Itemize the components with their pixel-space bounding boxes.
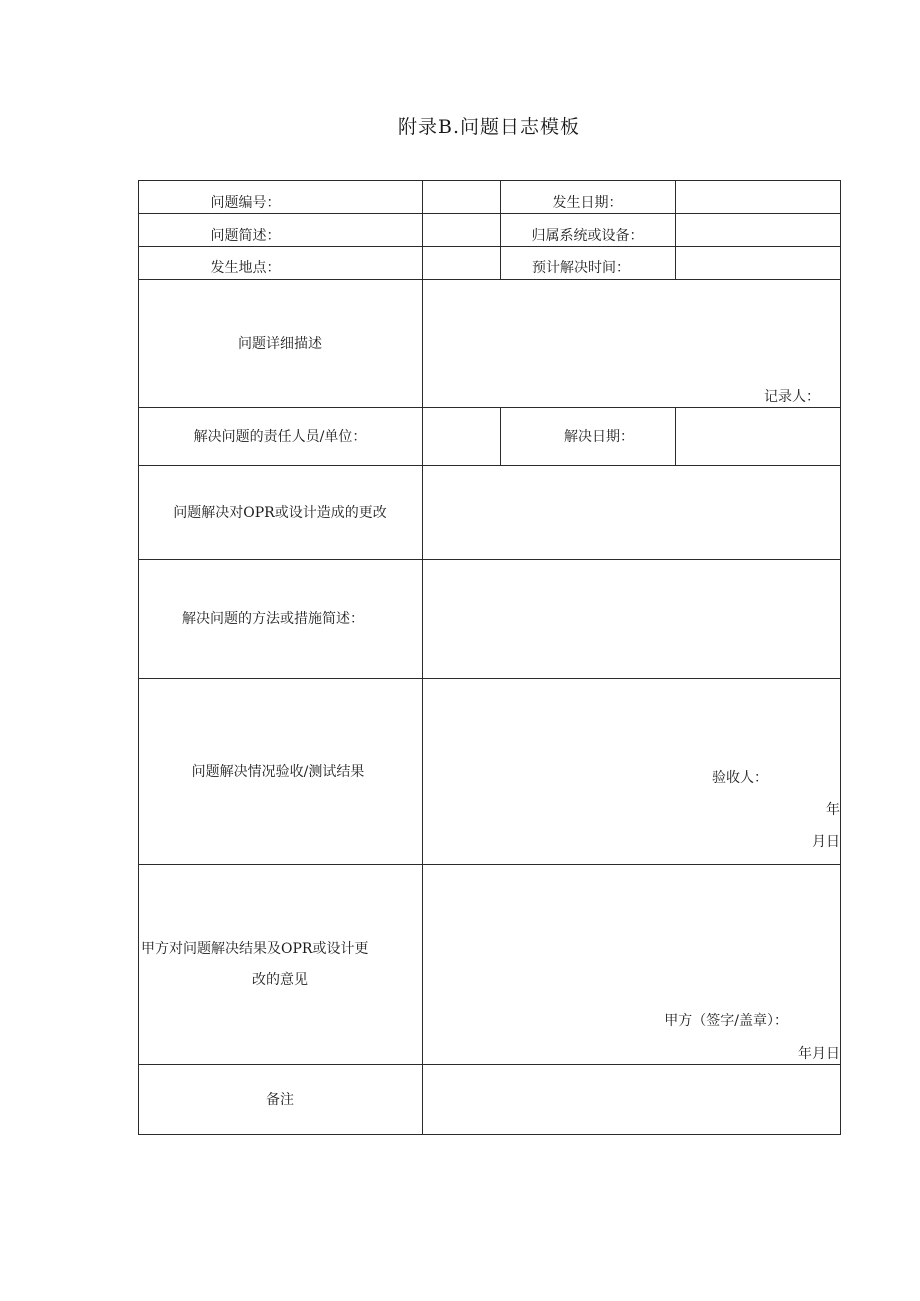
detailed-description-label: 问题详细描述	[238, 336, 322, 352]
expected-resolution-time-label: 预计解决时间：	[532, 260, 630, 276]
client-opinion-label-line1: 甲方对问题解决结果及OPR或设计更	[141, 941, 369, 957]
remarks-label: 备注	[266, 1092, 294, 1108]
column-divider	[675, 180, 676, 279]
method-summary-label: 解决问题的方法或措施简述：	[182, 611, 364, 627]
row-divider	[138, 246, 841, 247]
row-divider	[138, 407, 841, 408]
page-title: 附录B.问题日志模板	[397, 116, 580, 138]
table-border-bottom	[138, 1134, 841, 1135]
acceptance-month-day-label: 月日	[812, 834, 840, 850]
responsible-party-label: 解决问题的责任人员/单位：	[193, 429, 367, 445]
location-label: 发生地点：	[210, 260, 281, 276]
table-border-right	[840, 180, 841, 1135]
row-divider	[138, 678, 841, 679]
system-device-label: 归属系统或设备：	[531, 228, 644, 244]
opr-change-label: 问题解决对OPR或设计造成的更改	[173, 505, 387, 521]
table-border-top	[138, 180, 841, 181]
recorder-label: 记录人：	[764, 389, 820, 405]
row-divider	[138, 465, 841, 466]
row-divider	[138, 213, 841, 214]
client-opinion-label-line2: 改的意见	[252, 972, 308, 988]
label-column-divider	[422, 180, 423, 1135]
row-divider	[138, 864, 841, 865]
client-date-label: 年月日	[798, 1046, 840, 1062]
issue-summary-label: 问题简述：	[210, 228, 281, 244]
acceptance-result-label: 问题解决情况验收/测试结果	[191, 764, 365, 780]
resolution-date-label: 解决日期：	[564, 429, 634, 445]
occurrence-date-label: 发生日期：	[552, 195, 623, 211]
acceptance-year-label: 年	[826, 802, 840, 818]
table-border-left	[138, 180, 139, 1135]
row-divider	[138, 559, 841, 560]
row-divider	[138, 1064, 841, 1065]
issue-number-label: 问题编号：	[210, 195, 281, 211]
row-divider	[138, 279, 841, 280]
client-signature-label: 甲方（签字/盖章）：	[664, 1013, 788, 1029]
acceptor-label: 验收人：	[712, 770, 768, 786]
